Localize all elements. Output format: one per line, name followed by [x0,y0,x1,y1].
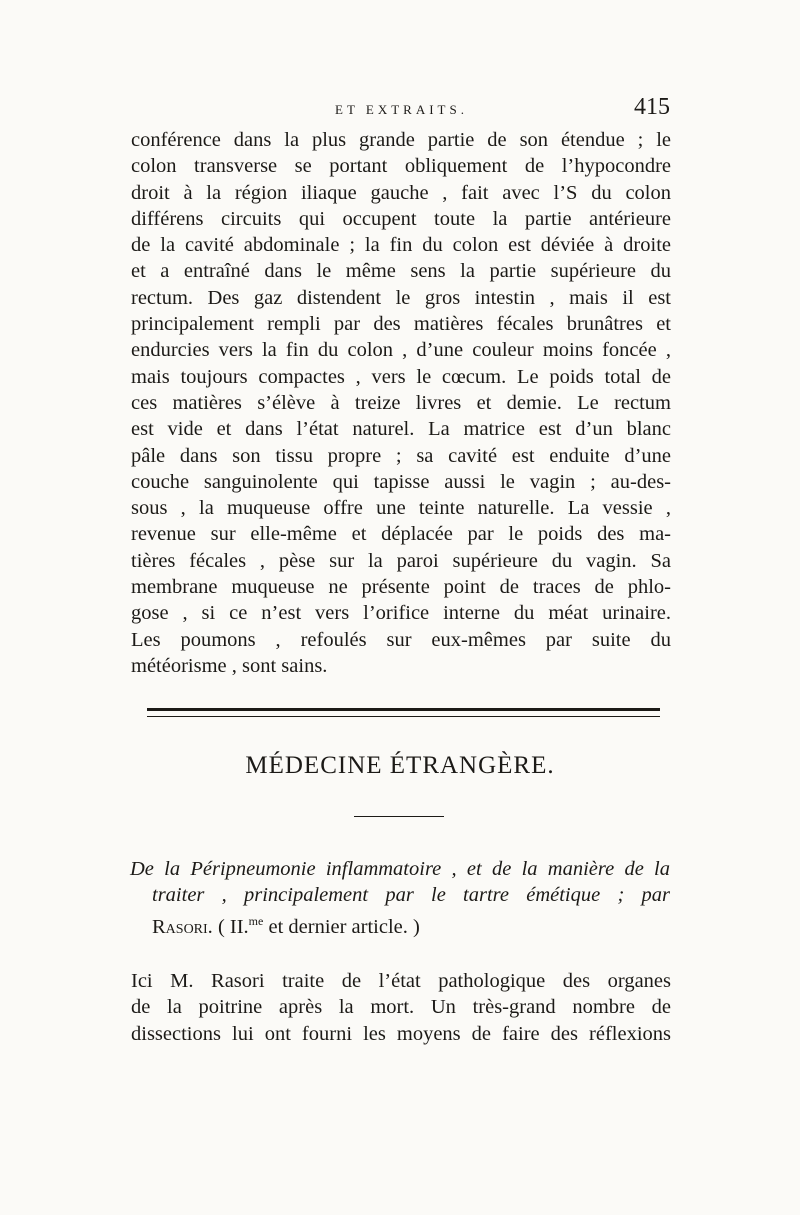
text-line: revenue sur elle-même et déplacée par le poids des ma- [131,523,671,546]
text-line: Les poumons , refoulés sur eux-mêmes par suite du [131,628,671,651]
short-rule-divider [354,816,444,817]
text-line: mais toujours compactes , vers le cœcum. Le poids total de [131,365,671,388]
article-part-open: ( II. [217,915,249,938]
text-line: rectum. Des gaz distendent le gros intestin , mais il est [131,286,671,309]
article-part-sup: me [248,914,264,928]
article-heading [130,856,670,940]
article-heading-byline [130,908,670,940]
page-header [130,94,670,128]
text-line: principalement rempli par des matières fécales brunâtres et [131,313,671,336]
text-line: Ici M. Rasori traite de l’état pathologique des organes [131,970,671,992]
text-line: différens circuits qui occupent toute la partie antérieure [131,207,671,230]
text-line: et a entraîné dans le même sens la partie supérieure du [131,260,671,283]
text-line: de la cavité abdominale ; la fin du colon est déviée à droite [131,234,671,257]
running-title: ET EXTRAITS. [335,102,468,117]
article-heading-line: De la Péripneumonie inflammatoire , et de la manière de la [130,858,670,880]
text-line: endurcies vers la fin du colon , d’une couleur moins foncée , [131,339,671,362]
text-line: colon transverse se portant obliquement de l’hypocondre [131,155,671,178]
double-rule-divider [147,708,660,717]
text-line: est vide et dans l’état naturel. La matrice est d’un blanc [131,418,671,441]
section-title: MÉDECINE ÉTRANGÈRE. [245,752,555,779]
article-part-close: et dernier article. ) [263,915,420,938]
text-line: de la poitrine après la mort. Un très-grand nombre de [131,996,671,1019]
text-line: météorisme , sont sains. [131,654,328,677]
text-line: ces matières s’élève à treize livres et demie. Le rectum [131,391,671,414]
text-line: gose , si ce n’est vers l’orifice interne du méat urinaire. [131,602,671,625]
author-name: Rasori. [152,915,213,938]
text-line: pâle dans son tissu propre ; sa cavité est enduite d’une [131,444,671,467]
text-line: tières fécales , pèse sur la paroi supérieure du vagin. Sa [131,549,671,572]
text-line: sous , la muqueuse offre une teinte naturelle. La vessie , [131,497,671,520]
text-line: conférence dans la plus grande partie de son étendue ; le [131,129,671,151]
text-line: droit à la région iliaque gauche , fait avec l’S du colon [131,181,671,204]
article-heading-line: traiter , principalement par le tartre émétique ; par [152,884,670,906]
text-line: dissections lui ont fourni les moyens de faire des réflexions [131,1022,671,1045]
page-number: 415 [634,94,670,120]
top-paragraph [131,127,671,679]
text-line: couche sanguinolente qui tapisse aussi le vagin ; au-des- [131,470,671,493]
bottom-paragraph [131,968,671,1047]
text-line: membrane muqueuse ne présente point de traces de phlo- [131,576,671,599]
